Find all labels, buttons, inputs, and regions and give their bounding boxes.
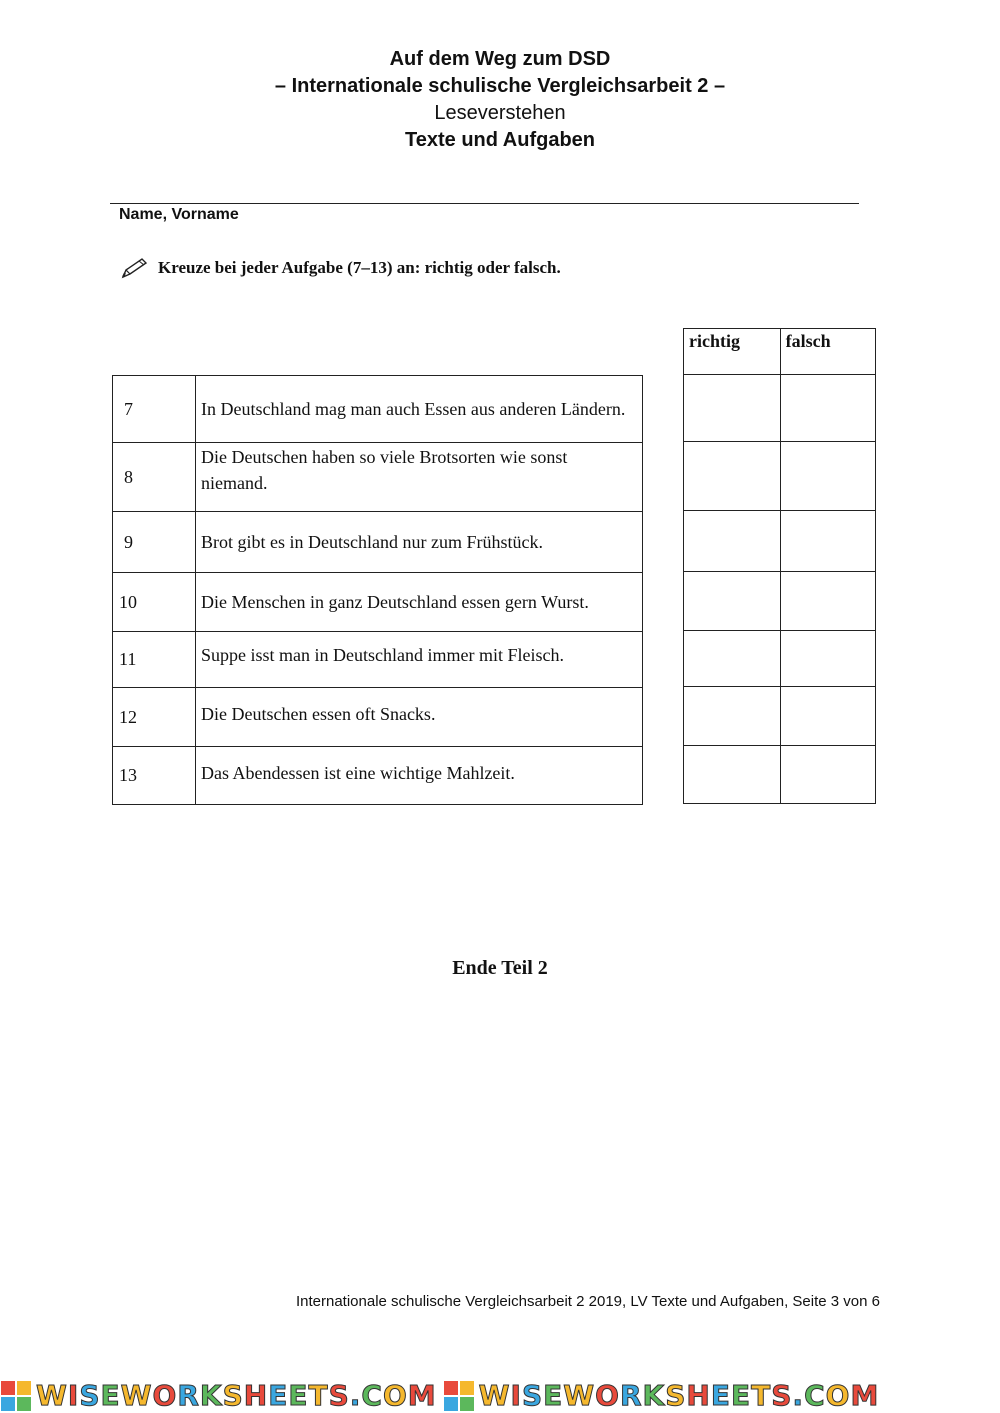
header-falsch: falsch	[780, 329, 875, 375]
question-number: 8	[113, 443, 196, 512]
answer-row	[684, 746, 876, 804]
banner-unit	[0, 1379, 437, 1412]
answer-box-falsch[interactable]	[780, 375, 875, 442]
questions-table	[112, 375, 643, 805]
question-number: 10	[113, 573, 196, 632]
question-statement: Die Deutschen essen oft Snacks.	[196, 688, 643, 747]
answers-table	[683, 328, 876, 804]
answer-box-richtig[interactable]	[684, 746, 781, 804]
question-statement: Die Deutschen haben so viele Brotsorten wie sonst niemand.	[196, 443, 643, 512]
answer-box-falsch[interactable]	[780, 572, 875, 631]
instruction-text: Kreuze bei jeder Aufgabe (7–13) an: richtig oder falsch.	[158, 258, 561, 277]
page-footer: Internationale schulische Vergleichsarbeit 2 2019, LV Texte und Aufgaben, Seite 3 von 6	[295, 1293, 880, 1310]
table-row	[113, 512, 643, 573]
table-row	[113, 688, 643, 747]
answer-row	[684, 631, 876, 687]
answer-box-richtig[interactable]	[684, 572, 781, 631]
question-statement: Die Menschen in ganz Deutschland essen gern Wurst.	[196, 573, 643, 632]
banner-brand: WISEWORKSHEETS.COM	[36, 1379, 437, 1412]
answer-box-richtig[interactable]	[684, 511, 781, 572]
pencil-icon	[120, 256, 150, 280]
instruction	[120, 256, 561, 280]
answer-row	[684, 442, 876, 511]
header-part: Texte und Aufgaben	[405, 129, 595, 151]
answer-box-richtig[interactable]	[684, 375, 781, 442]
answer-box-falsch[interactable]	[780, 511, 875, 572]
table-row	[113, 573, 643, 632]
banner-unit	[443, 1379, 880, 1412]
answer-box-richtig[interactable]	[684, 442, 781, 511]
header-subtitle: – Internationale schulische Vergleichsarbeit 2 –	[274, 75, 726, 97]
answer-box-falsch[interactable]	[780, 442, 875, 511]
header-richtig: richtig	[684, 329, 781, 375]
answers-header-row	[684, 329, 876, 375]
table-row	[113, 747, 643, 805]
answer-box-falsch[interactable]	[780, 687, 875, 746]
answer-box-richtig[interactable]	[684, 687, 781, 746]
question-statement: Das Abendessen ist eine wichtige Mahlzeit.	[196, 747, 643, 805]
table-row	[113, 443, 643, 512]
header-section: Leseverstehen	[434, 102, 566, 124]
answer-row	[684, 572, 876, 631]
answer-box-falsch[interactable]	[780, 631, 875, 687]
name-label: Name, Vorname	[119, 206, 239, 223]
answer-row	[684, 511, 876, 572]
header-title: Auf dem Weg zum DSD	[389, 48, 611, 70]
question-statement: In Deutschland mag man auch Essen aus anderen Ländern.	[196, 376, 643, 443]
answer-row	[684, 687, 876, 746]
document-header	[0, 46, 1000, 154]
watermark-banner	[0, 1378, 1000, 1413]
banner-brand: WISEWORKSHEETS.COM	[478, 1379, 880, 1412]
answer-row	[684, 375, 876, 442]
wise-logo-icon	[443, 1380, 475, 1412]
answer-box-falsch[interactable]	[780, 746, 875, 804]
name-write-line[interactable]	[110, 203, 859, 204]
table-row	[113, 632, 643, 688]
table-row	[113, 376, 643, 443]
question-number: 13	[113, 747, 196, 805]
question-number: 12	[113, 688, 196, 747]
question-statement: Suppe isst man in Deutschland immer mit Fleisch.	[196, 632, 643, 688]
answer-box-richtig[interactable]	[684, 631, 781, 687]
question-statement: Brot gibt es in Deutschland nur zum Frühstück.	[196, 512, 643, 573]
question-number: 11	[113, 632, 196, 688]
question-number: 7	[113, 376, 196, 443]
end-of-part: Ende Teil 2	[452, 957, 548, 979]
wise-logo-icon	[0, 1380, 32, 1412]
question-number: 9	[113, 512, 196, 573]
